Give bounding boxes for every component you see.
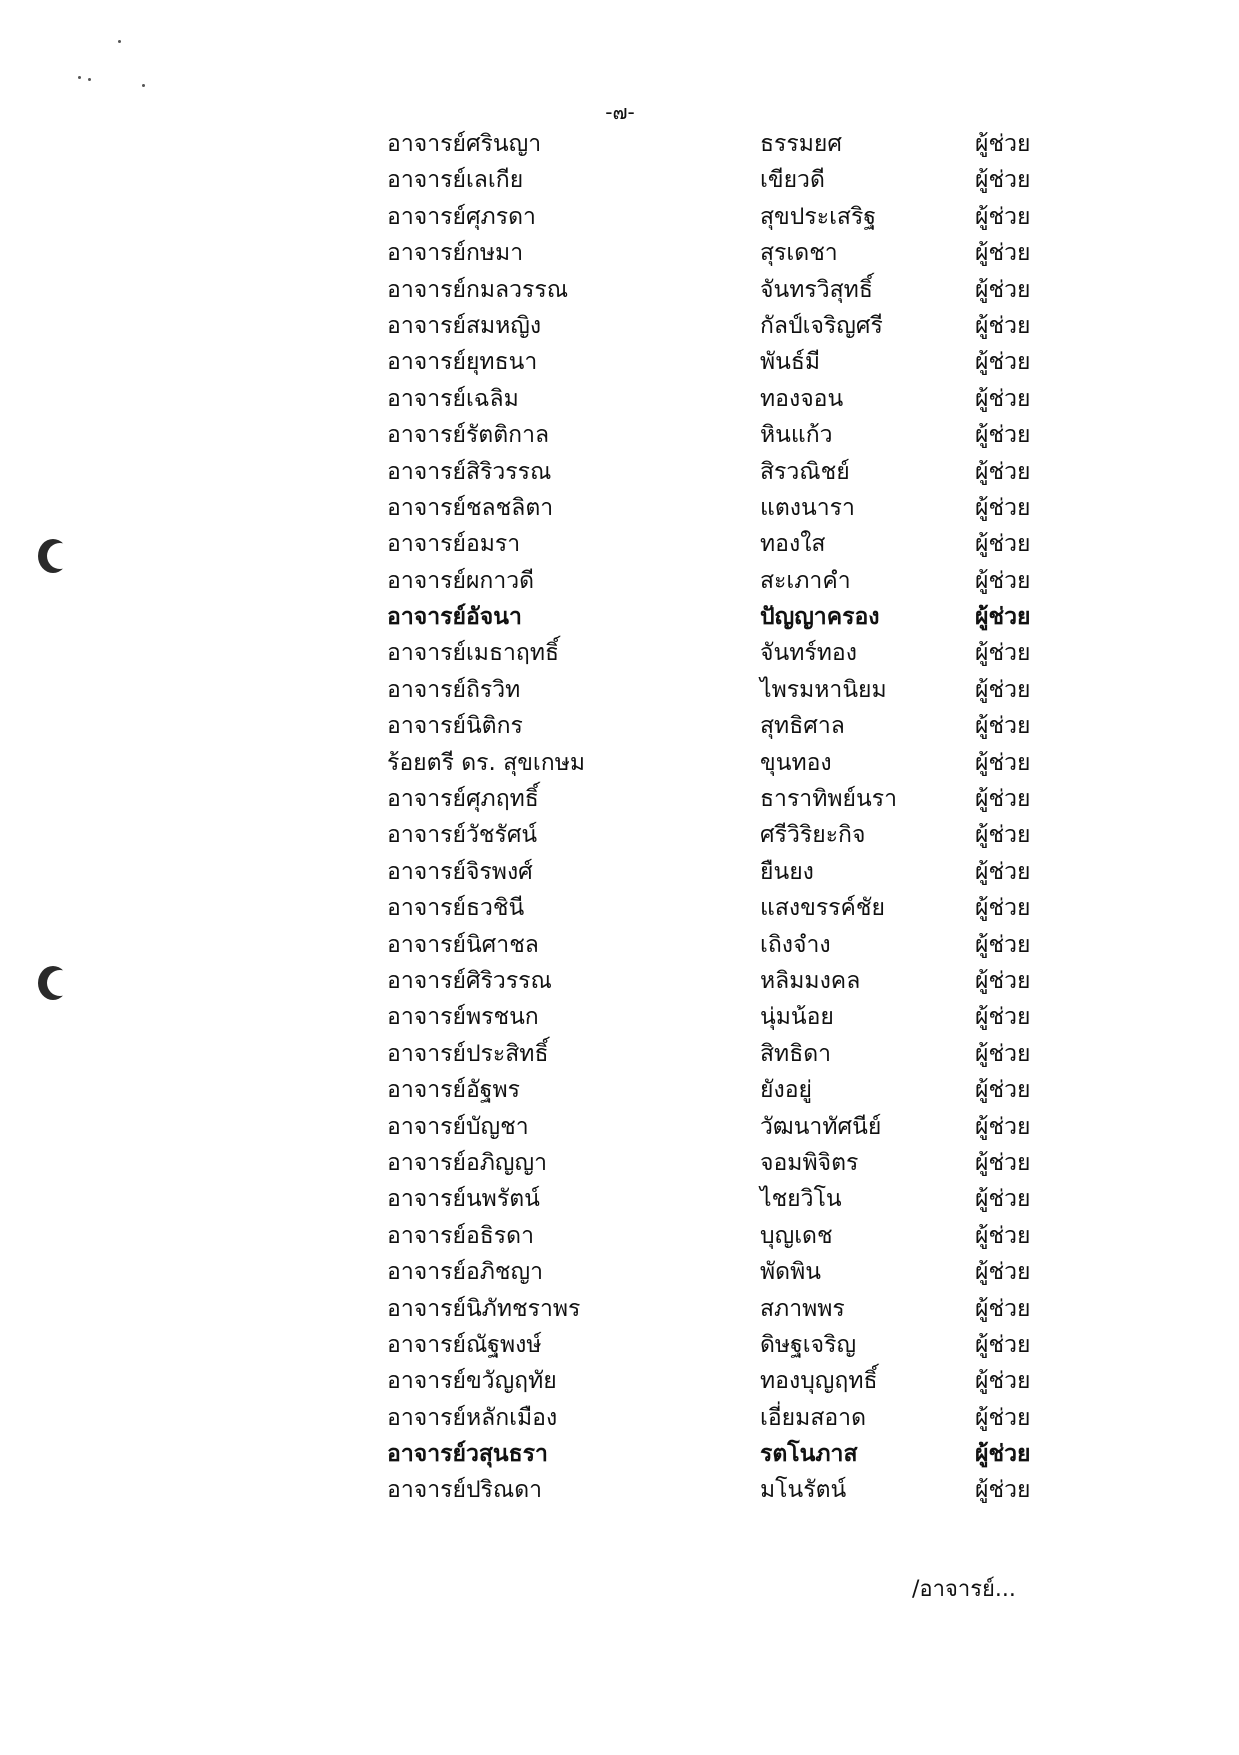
list-item xyxy=(0,1472,1239,1508)
last-name: ทองจอน xyxy=(760,385,844,412)
last-name: พัดพิน xyxy=(760,1259,821,1286)
list-item xyxy=(0,999,1239,1035)
role-label: ผู้ช่วย xyxy=(975,676,1031,703)
last-name: นุ่มน้อย xyxy=(760,1004,834,1031)
role-label: ผู้ช่วย xyxy=(975,1441,1031,1468)
first-name: อาจารย์จิรพงศ์ xyxy=(387,858,533,885)
first-name: อาจารย์ยุทธนา xyxy=(387,349,538,376)
role-label: ผู้ช่วย xyxy=(975,1295,1031,1322)
last-name: สิทธิดา xyxy=(760,1040,832,1067)
last-name: ดิษฐเจริญ xyxy=(760,1331,857,1358)
list-item xyxy=(0,817,1239,853)
first-name: อาจารย์นิภัทชราพร xyxy=(387,1295,581,1322)
list-item xyxy=(0,708,1239,744)
role-label: ผู้ช่วย xyxy=(975,931,1031,958)
first-name: อาจารย์ปริณดา xyxy=(387,1477,543,1504)
list-item xyxy=(0,1291,1239,1327)
role-label: ผู้ช่วย xyxy=(975,713,1031,740)
role-label: ผู้ช่วย xyxy=(975,567,1031,594)
list-item xyxy=(0,672,1239,708)
last-name: สิรวณิชย์ xyxy=(760,458,850,485)
role-label: ผู้ช่วย xyxy=(975,1259,1031,1286)
last-name: แสงขรรค์ชัย xyxy=(760,895,885,922)
punch-hole-mark xyxy=(38,966,68,1000)
role-label: ผู้ช่วย xyxy=(975,385,1031,412)
last-name: ยืนยง xyxy=(760,858,814,885)
first-name: อาจารย์ถิรวิท xyxy=(387,676,521,703)
first-name: อาจารย์สิริวรรณ xyxy=(387,458,552,485)
last-name: ไพรมหานิยม xyxy=(760,676,887,703)
role-label: ผู้ช่วย xyxy=(975,1477,1031,1504)
role-label: ผู้ช่วย xyxy=(975,312,1031,339)
list-item xyxy=(0,781,1239,817)
role-label: ผู้ช่วย xyxy=(975,1113,1031,1140)
role-label: ผู้ช่วย xyxy=(975,1040,1031,1067)
last-name: หินแก้ว xyxy=(760,422,833,449)
role-label: ผู้ช่วย xyxy=(975,1004,1031,1031)
last-name: ศรีวิริยะกิจ xyxy=(760,822,866,849)
scan-speck xyxy=(88,78,91,81)
scan-speck xyxy=(78,76,81,79)
first-name: อาจารย์นิศาชล xyxy=(387,931,539,958)
role-label: ผู้ช่วย xyxy=(975,895,1031,922)
list-item xyxy=(0,890,1239,926)
list-item xyxy=(0,927,1239,963)
scan-speck xyxy=(142,84,145,87)
last-name: เถิงจำง xyxy=(760,931,831,958)
role-label: ผู้ช่วย xyxy=(975,967,1031,994)
first-name: อาจารย์เมธาฤทธิ์ xyxy=(387,640,560,667)
last-name: กัลป์เจริญศรี xyxy=(760,312,883,339)
role-label: ผู้ช่วย xyxy=(975,1077,1031,1104)
list-item xyxy=(0,599,1239,635)
list-item xyxy=(0,308,1239,344)
list-item xyxy=(0,1436,1239,1472)
first-name: อาจารย์อภิชญา xyxy=(387,1259,544,1286)
first-name: อาจารย์ชลชลิตา xyxy=(387,494,554,521)
list-item xyxy=(0,1327,1239,1363)
list-item xyxy=(0,417,1239,453)
last-name: ยังอยู่ xyxy=(760,1077,812,1104)
list-item xyxy=(0,344,1239,380)
list-item xyxy=(0,1036,1239,1072)
role-label: ผู้ช่วย xyxy=(975,1149,1031,1176)
first-name: อาจารย์กมลวรรณ xyxy=(387,276,569,303)
last-name: ธาราทิพย์นรา xyxy=(760,786,898,813)
first-name: อาจารย์ธวชินี xyxy=(387,895,525,922)
list-item xyxy=(0,235,1239,271)
last-name: ขุนทอง xyxy=(760,749,832,776)
first-name: อาจารย์อัฐพร xyxy=(387,1077,520,1104)
role-label: ผู้ช่วย xyxy=(975,203,1031,230)
first-name: อาจารย์กษมา xyxy=(387,240,524,267)
role-label: ผู้ช่วย xyxy=(975,604,1031,631)
first-name: อาจารย์ณัฐพงษ์ xyxy=(387,1331,542,1358)
first-name: อาจารย์ศิริวรรณ xyxy=(387,967,552,994)
last-name: จันทร์ทอง xyxy=(760,640,857,667)
role-label: ผู้ช่วย xyxy=(975,240,1031,267)
last-name: สะเภาคำ xyxy=(760,567,851,594)
last-name: ทองบุญฤทธิ์ xyxy=(760,1368,878,1395)
role-label: ผู้ช่วย xyxy=(975,1368,1031,1395)
list-item xyxy=(0,162,1239,198)
last-name: จันทรวิสุทธิ์ xyxy=(760,276,873,303)
role-label: ผู้ช่วย xyxy=(975,1222,1031,1249)
last-name: มโนรัตน์ xyxy=(760,1477,847,1504)
role-label: ผู้ช่วย xyxy=(975,749,1031,776)
first-name: อาจารย์สมหญิง xyxy=(387,312,542,339)
first-name: ร้อยตรี ดร. สุขเกษม xyxy=(387,749,586,776)
first-name: อาจารย์พรชนก xyxy=(387,1004,539,1031)
list-item xyxy=(0,963,1239,999)
list-item xyxy=(0,1218,1239,1254)
first-name: อาจารย์นิติกร xyxy=(387,713,523,740)
name-list xyxy=(0,126,1239,1509)
role-label: ผู้ช่วย xyxy=(975,349,1031,376)
last-name: สุทธิศาล xyxy=(760,713,845,740)
first-name: อาจารย์รัตติกาล xyxy=(387,422,550,449)
list-item xyxy=(0,199,1239,235)
first-name: อาจารย์นพรัตน์ xyxy=(387,1186,540,1213)
role-label: ผู้ช่วย xyxy=(975,640,1031,667)
last-name: หลิมมงคล xyxy=(760,967,861,994)
last-name: เขียวดี xyxy=(760,167,825,194)
first-name: อาจารย์อัจนา xyxy=(387,604,522,631)
list-item xyxy=(0,490,1239,526)
first-name: อาจารย์ศุภรดา xyxy=(387,203,536,230)
role-label: ผู้ช่วย xyxy=(975,422,1031,449)
first-name: อาจารย์เลเกีย xyxy=(387,167,524,194)
list-item xyxy=(0,854,1239,890)
list-item xyxy=(0,1400,1239,1436)
first-name: อาจารย์เฉลิม xyxy=(387,385,519,412)
role-label: ผู้ช่วย xyxy=(975,822,1031,849)
last-name: ทองใส xyxy=(760,531,826,558)
last-name: สุรเดชา xyxy=(760,240,838,267)
last-name: บุญเดช xyxy=(760,1222,833,1249)
punch-hole-mark xyxy=(38,539,68,573)
role-label: ผู้ช่วย xyxy=(975,786,1031,813)
list-item xyxy=(0,126,1239,162)
role-label: ผู้ช่วย xyxy=(975,1404,1031,1431)
last-name: เอี่ยมสอาด xyxy=(760,1404,867,1431)
first-name: อาจารย์ประสิทธิ์ xyxy=(387,1040,549,1067)
list-item xyxy=(0,1181,1239,1217)
last-name: แตงนารา xyxy=(760,494,855,521)
list-item xyxy=(0,563,1239,599)
first-name: อาจารย์อภิญญา xyxy=(387,1149,548,1176)
scan-speck xyxy=(118,40,121,43)
last-name: รตโนภาส xyxy=(760,1441,858,1468)
role-label: ผู้ช่วย xyxy=(975,1331,1031,1358)
list-item xyxy=(0,272,1239,308)
first-name: อาจารย์อมรา xyxy=(387,531,521,558)
first-name: อาจารย์ศุภฤทธิ์ xyxy=(387,786,539,813)
role-label: ผู้ช่วย xyxy=(975,1186,1031,1213)
list-item xyxy=(0,1072,1239,1108)
last-name: สภาพพร xyxy=(760,1295,845,1322)
first-name: อาจารย์ศรินญา xyxy=(387,131,542,157)
list-item xyxy=(0,1254,1239,1290)
last-name: จอมพิจิตร xyxy=(760,1149,859,1176)
first-name: อาจารย์บัญชา xyxy=(387,1113,529,1140)
last-name: พันธ์มี xyxy=(760,349,821,376)
list-item xyxy=(0,454,1239,490)
continuation-note: /อาจารย์... xyxy=(912,1577,1016,1602)
last-name: ธรรมยศ xyxy=(760,131,842,157)
list-item xyxy=(0,381,1239,417)
first-name: อาจารย์วสุนธรา xyxy=(387,1441,548,1468)
role-label: ผู้ช่วย xyxy=(975,858,1031,885)
role-label: ผู้ช่วย xyxy=(975,458,1031,485)
last-name: วัฒนาทัศนีย์ xyxy=(760,1113,882,1140)
last-name: สุขประเสริฐ xyxy=(760,203,877,230)
list-item xyxy=(0,526,1239,562)
first-name: อาจารย์หลักเมือง xyxy=(387,1404,558,1431)
role-label: ผู้ช่วย xyxy=(975,131,1031,157)
page-number: -๗- xyxy=(605,100,635,124)
role-label: ผู้ช่วย xyxy=(975,494,1031,521)
role-label: ผู้ช่วย xyxy=(975,531,1031,558)
list-item xyxy=(0,635,1239,671)
first-name: อาจารย์วัชรัศน์ xyxy=(387,822,538,849)
first-name: อาจารย์ขวัญฤทัย xyxy=(387,1368,557,1395)
list-item xyxy=(0,1109,1239,1145)
list-item xyxy=(0,1145,1239,1181)
role-label: ผู้ช่วย xyxy=(975,167,1031,194)
last-name: ไชยวิโน xyxy=(760,1186,842,1213)
list-item xyxy=(0,745,1239,781)
role-label: ผู้ช่วย xyxy=(975,276,1031,303)
first-name: อาจารย์ผกาวดี xyxy=(387,567,535,594)
first-name: อาจารย์อธิรดา xyxy=(387,1222,535,1249)
list-item xyxy=(0,1363,1239,1399)
last-name: ปัญญาครอง xyxy=(760,604,880,631)
